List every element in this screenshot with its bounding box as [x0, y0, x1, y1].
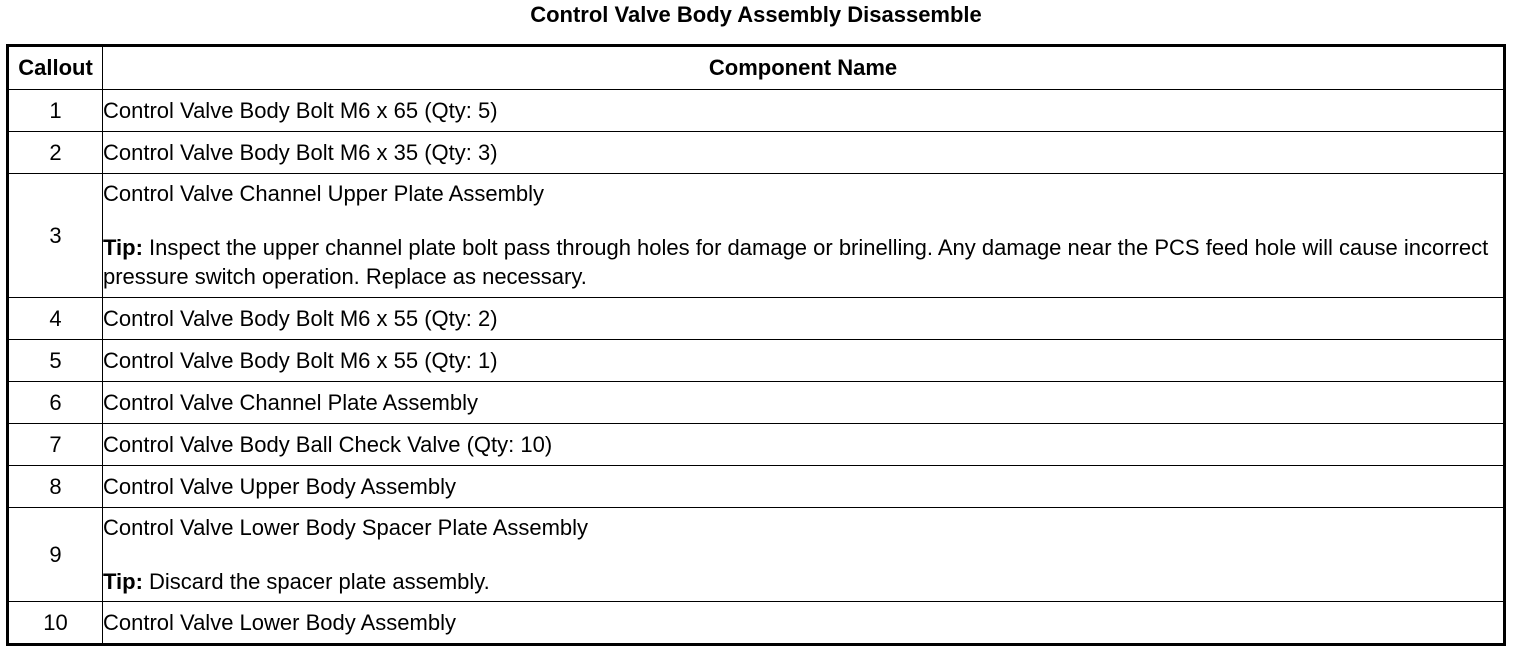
table-row [8, 90, 1505, 132]
table-row [8, 424, 1505, 466]
tip-label: Tip: [103, 569, 143, 594]
callout-cell: 8 [8, 466, 103, 508]
component-name-cell [103, 174, 1505, 298]
component-name-cell: Control Valve Body Bolt M6 x 35 (Qty: 3) [103, 132, 1505, 174]
table-row [8, 508, 1505, 602]
table-header-row [8, 46, 1505, 90]
component-name-cell: Control Valve Body Ball Check Valve (Qty: 10) [103, 424, 1505, 466]
callout-cell: 2 [8, 132, 103, 174]
component-name-cell: Control Valve Body Bolt M6 x 55 (Qty: 1) [103, 340, 1505, 382]
table-row [8, 174, 1505, 298]
tip-text: Discard the spacer plate assembly. [142, 569, 490, 594]
components-table [6, 44, 1506, 646]
callout-cell: 4 [8, 298, 103, 340]
callout-cell: 5 [8, 340, 103, 382]
component-name-cell: Control Valve Upper Body Assembly [103, 466, 1505, 508]
header-component-name: Component Name [103, 46, 1505, 90]
table-row [8, 382, 1505, 424]
table-row [8, 466, 1505, 508]
component-name-cell: Control Valve Channel Plate Assembly [103, 382, 1505, 424]
header-callout: Callout [8, 46, 103, 90]
table-row [8, 602, 1505, 645]
page-title: Control Valve Body Assembly Disassemble [530, 2, 982, 27]
callout-cell: 9 [8, 508, 103, 602]
component-name-cell: Control Valve Body Bolt M6 x 55 (Qty: 2) [103, 298, 1505, 340]
tip-text: Inspect the upper channel plate bolt pass through holes for damage or brinelling. Any damage near the PCS feed hole will cause incorrect pressure switch operation. Replace as necessary. [103, 235, 1489, 289]
callout-cell: 1 [8, 90, 103, 132]
tip-label: Tip: [103, 235, 143, 260]
component-name: Control Valve Channel Upper Plate Assembly [103, 181, 545, 206]
callout-cell: 6 [8, 382, 103, 424]
tip-note [103, 567, 1503, 596]
table-row [8, 340, 1505, 382]
callout-cell: 7 [8, 424, 103, 466]
callout-cell: 3 [8, 174, 103, 298]
table-row [8, 298, 1505, 340]
component-name-cell [103, 508, 1505, 602]
component-name-cell: Control Valve Body Bolt M6 x 65 (Qty: 5) [103, 90, 1505, 132]
table-row [8, 132, 1505, 174]
component-name: Control Valve Lower Body Spacer Plate Assembly [103, 515, 589, 540]
component-name-cell: Control Valve Lower Body Assembly [103, 602, 1505, 645]
tip-note [103, 233, 1503, 291]
callout-cell: 10 [8, 602, 103, 645]
